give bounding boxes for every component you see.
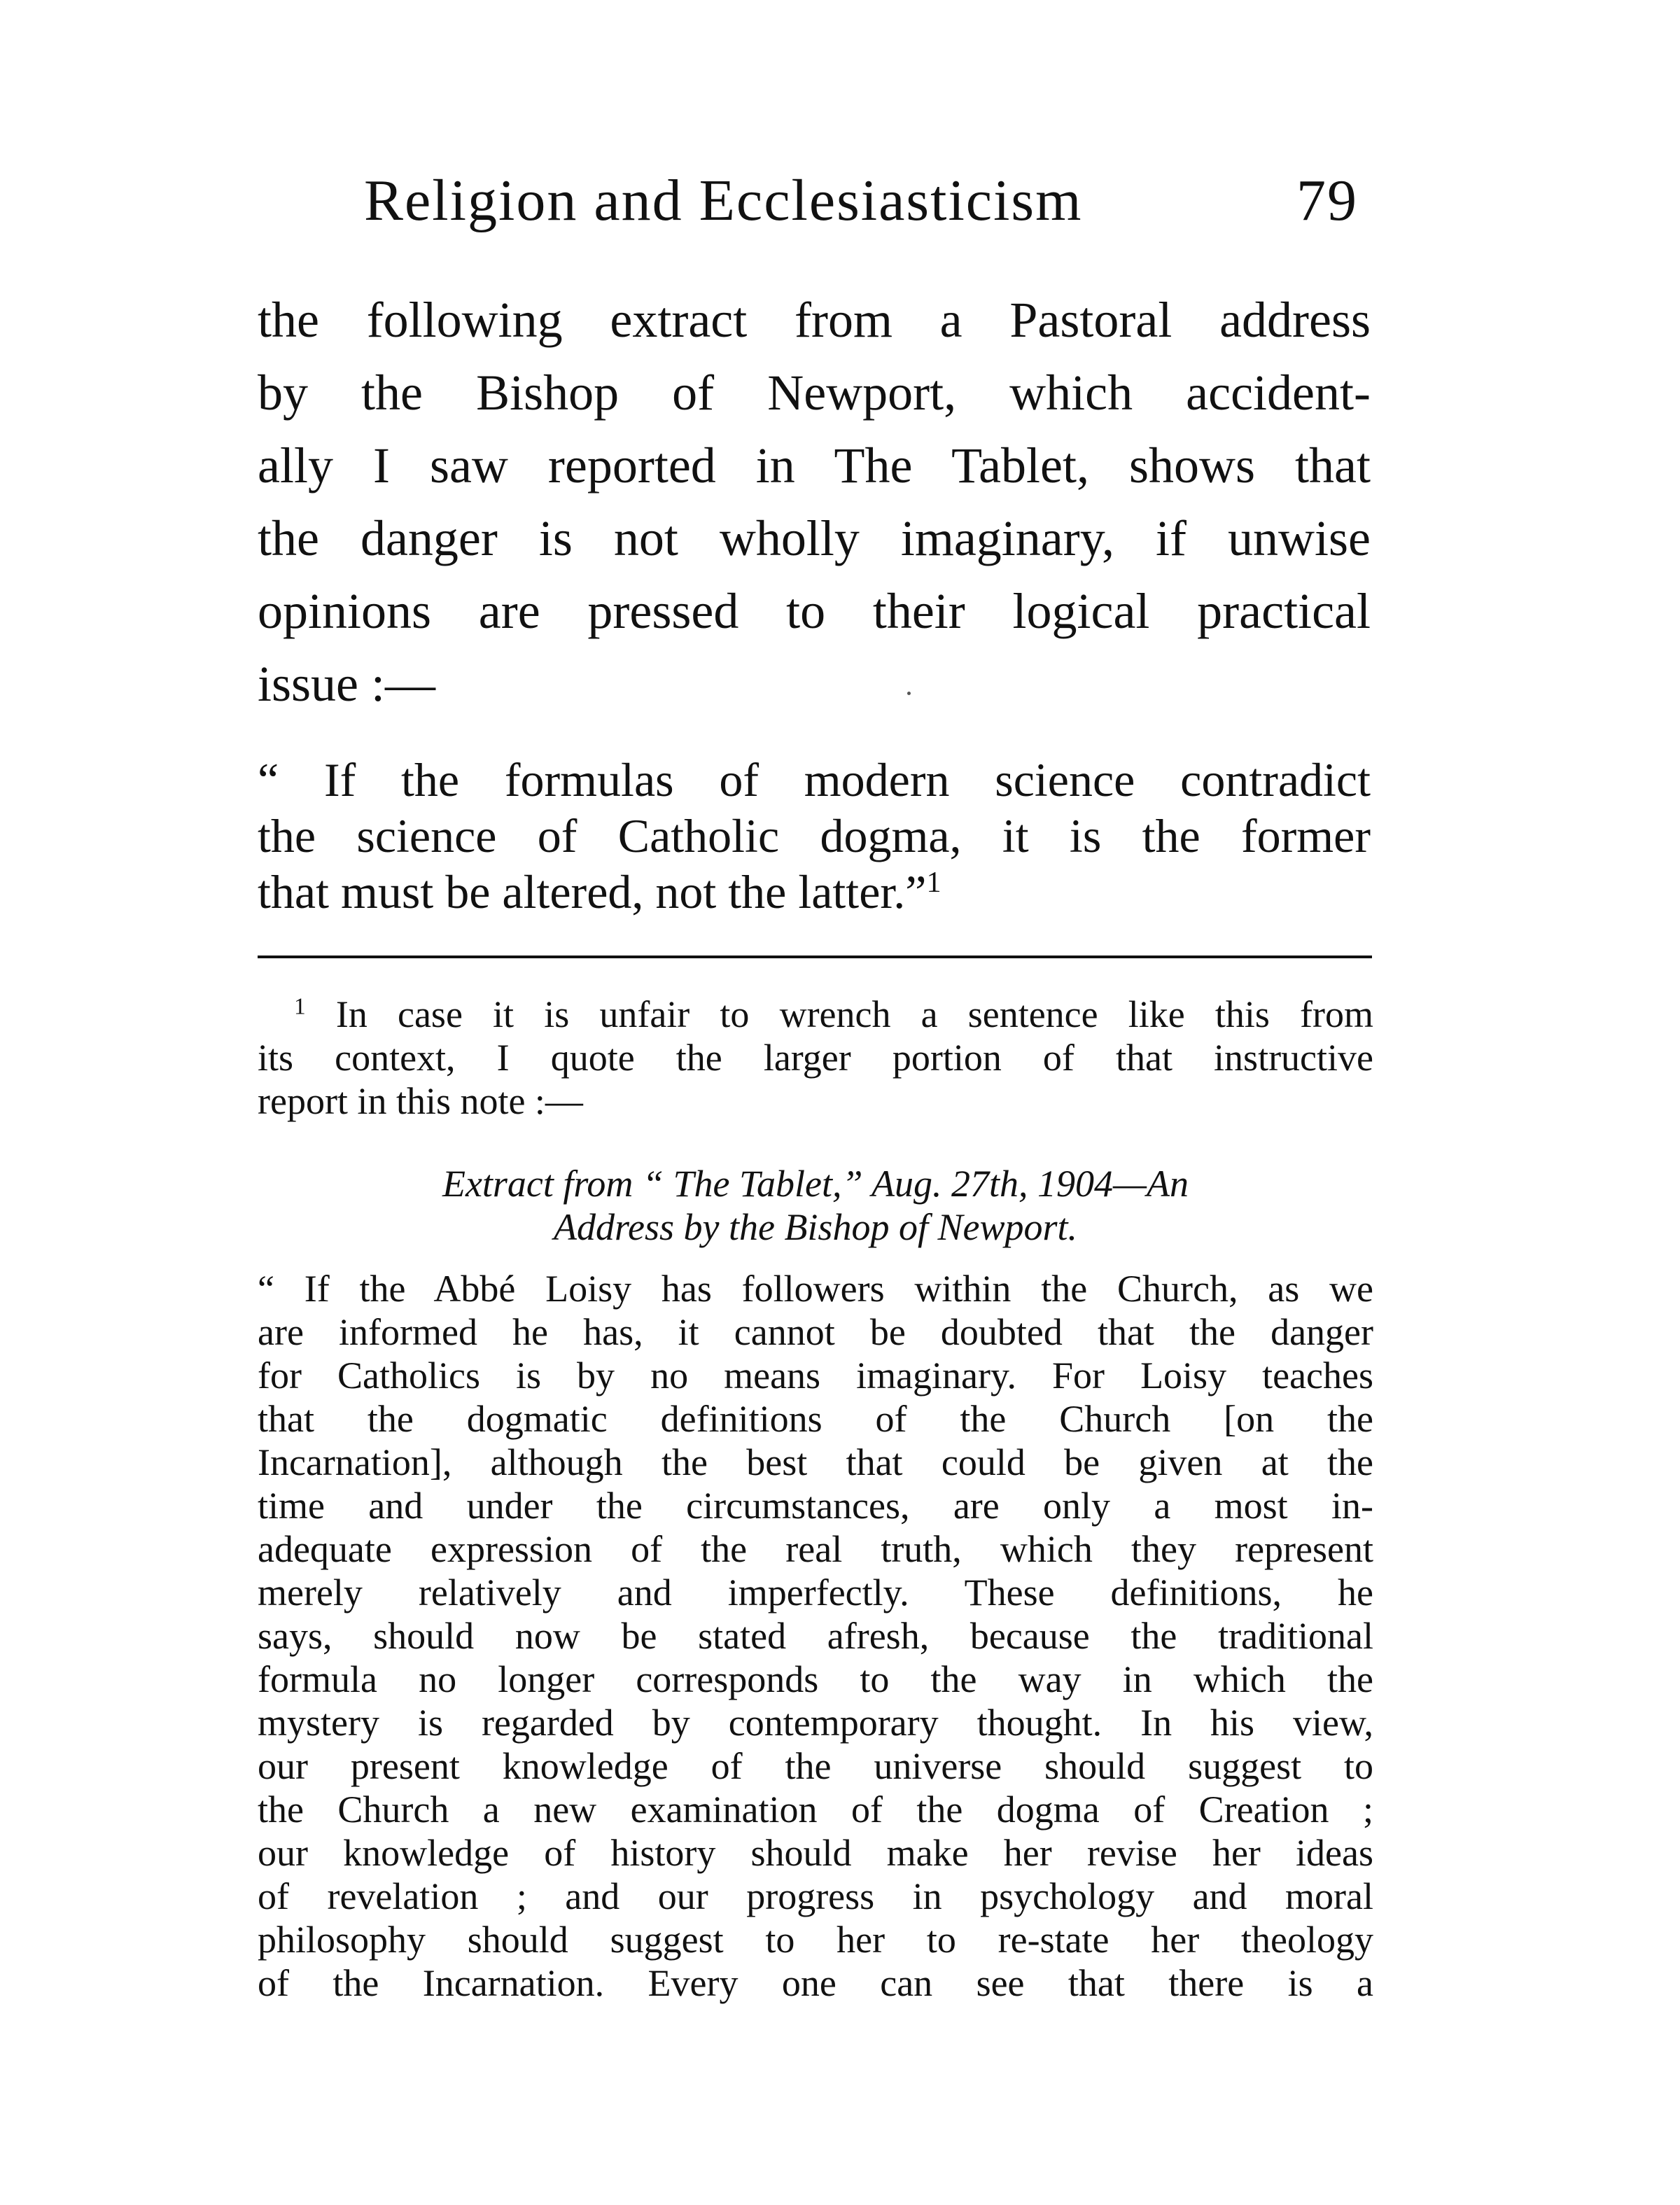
extract-text-line: “ If the Abbé Loisy has followers within the Church, as we	[258, 1268, 1373, 1310]
block-quote-line: that must be altered, not the latter.”	[258, 865, 927, 918]
extract-caption-line: Address by the Bishop of Newport.	[554, 1206, 1077, 1248]
footnote-first-line	[294, 993, 1373, 1036]
body-text-line: by the Bishop of Newport, which accident-	[258, 365, 1371, 421]
extract-text-line: formula no longer corresponds to the way in which the	[258, 1658, 1373, 1700]
running-head	[364, 162, 1358, 239]
footnote-reference-marker: 1	[926, 865, 941, 899]
extract-text-line: of the Incarnation. Every one can see that there is a	[258, 1962, 1373, 2004]
footnote-separator-rule	[258, 955, 1372, 958]
extract-text-line: merely relatively and imperfectly. These definitions, he	[258, 1572, 1373, 1614]
extract-text-line: adequate expression of the real truth, which they represent	[258, 1528, 1373, 1570]
extract-text-line: our knowledge of history should make her revise her ideas	[258, 1832, 1373, 1874]
extract-text-line: the Church a new examination of the dogma of Creation ;	[258, 1788, 1373, 1830]
body-text-line: opinions are pressed to their logical practical	[258, 583, 1371, 639]
block-quote-line: “ If the formulas of modern science contradict	[258, 753, 1371, 806]
footnote-text-line: report in this note :—	[258, 1080, 583, 1122]
extract-caption-line: Extract from “ The Tablet,” Aug. 27th, 1904—An	[442, 1163, 1189, 1205]
extract-text-line: for Catholics is by no means imaginary. For Loisy teaches	[258, 1354, 1373, 1396]
body-text-line: the following extract from a Pastoral address	[258, 292, 1371, 348]
stray-dot-mark	[907, 692, 911, 695]
body-text-line: the danger is not wholly imaginary, if unwise	[258, 510, 1371, 566]
extract-text-line: are informed he has, it cannot be doubted that the danger	[258, 1311, 1373, 1353]
block-quote-line: the science of Catholic dogma, it is the former	[258, 809, 1371, 862]
footnote-text-line: its context, I quote the larger portion of that instructive	[258, 1037, 1373, 1079]
running-head-title: Religion and Ecclesiasticism	[364, 168, 1083, 233]
extract-text-line: that the dogmatic definitions of the Church [on the	[258, 1398, 1373, 1440]
extract-text-line: mystery is regarded by contemporary thought. In his view,	[258, 1702, 1373, 1744]
body-text-line: ally I saw reported in The Tablet, shows that	[258, 438, 1371, 493]
block-quote-last-line	[258, 864, 1371, 920]
extract-text-line: Incarnation], although the best that could be given at the	[258, 1441, 1373, 1483]
page-number: 79	[1296, 168, 1358, 233]
footnote-text-line: In case it is unfair to wrench a sentence like this from	[335, 993, 1373, 1035]
extract-text-line: our present knowledge of the universe should suggest to	[258, 1745, 1373, 1787]
extract-text-line: of revelation ; and our progress in psychology and moral	[258, 1875, 1373, 1917]
footnote-number: 1	[294, 993, 306, 1020]
body-text-line: issue :—	[258, 656, 436, 712]
extract-text-line: says, should now be stated afresh, because the traditional	[258, 1615, 1373, 1657]
extract-text-line: time and under the circumstances, are only a most in-	[258, 1485, 1373, 1527]
extract-text-line: philosophy should suggest to her to re-state her theology	[258, 1919, 1373, 1961]
